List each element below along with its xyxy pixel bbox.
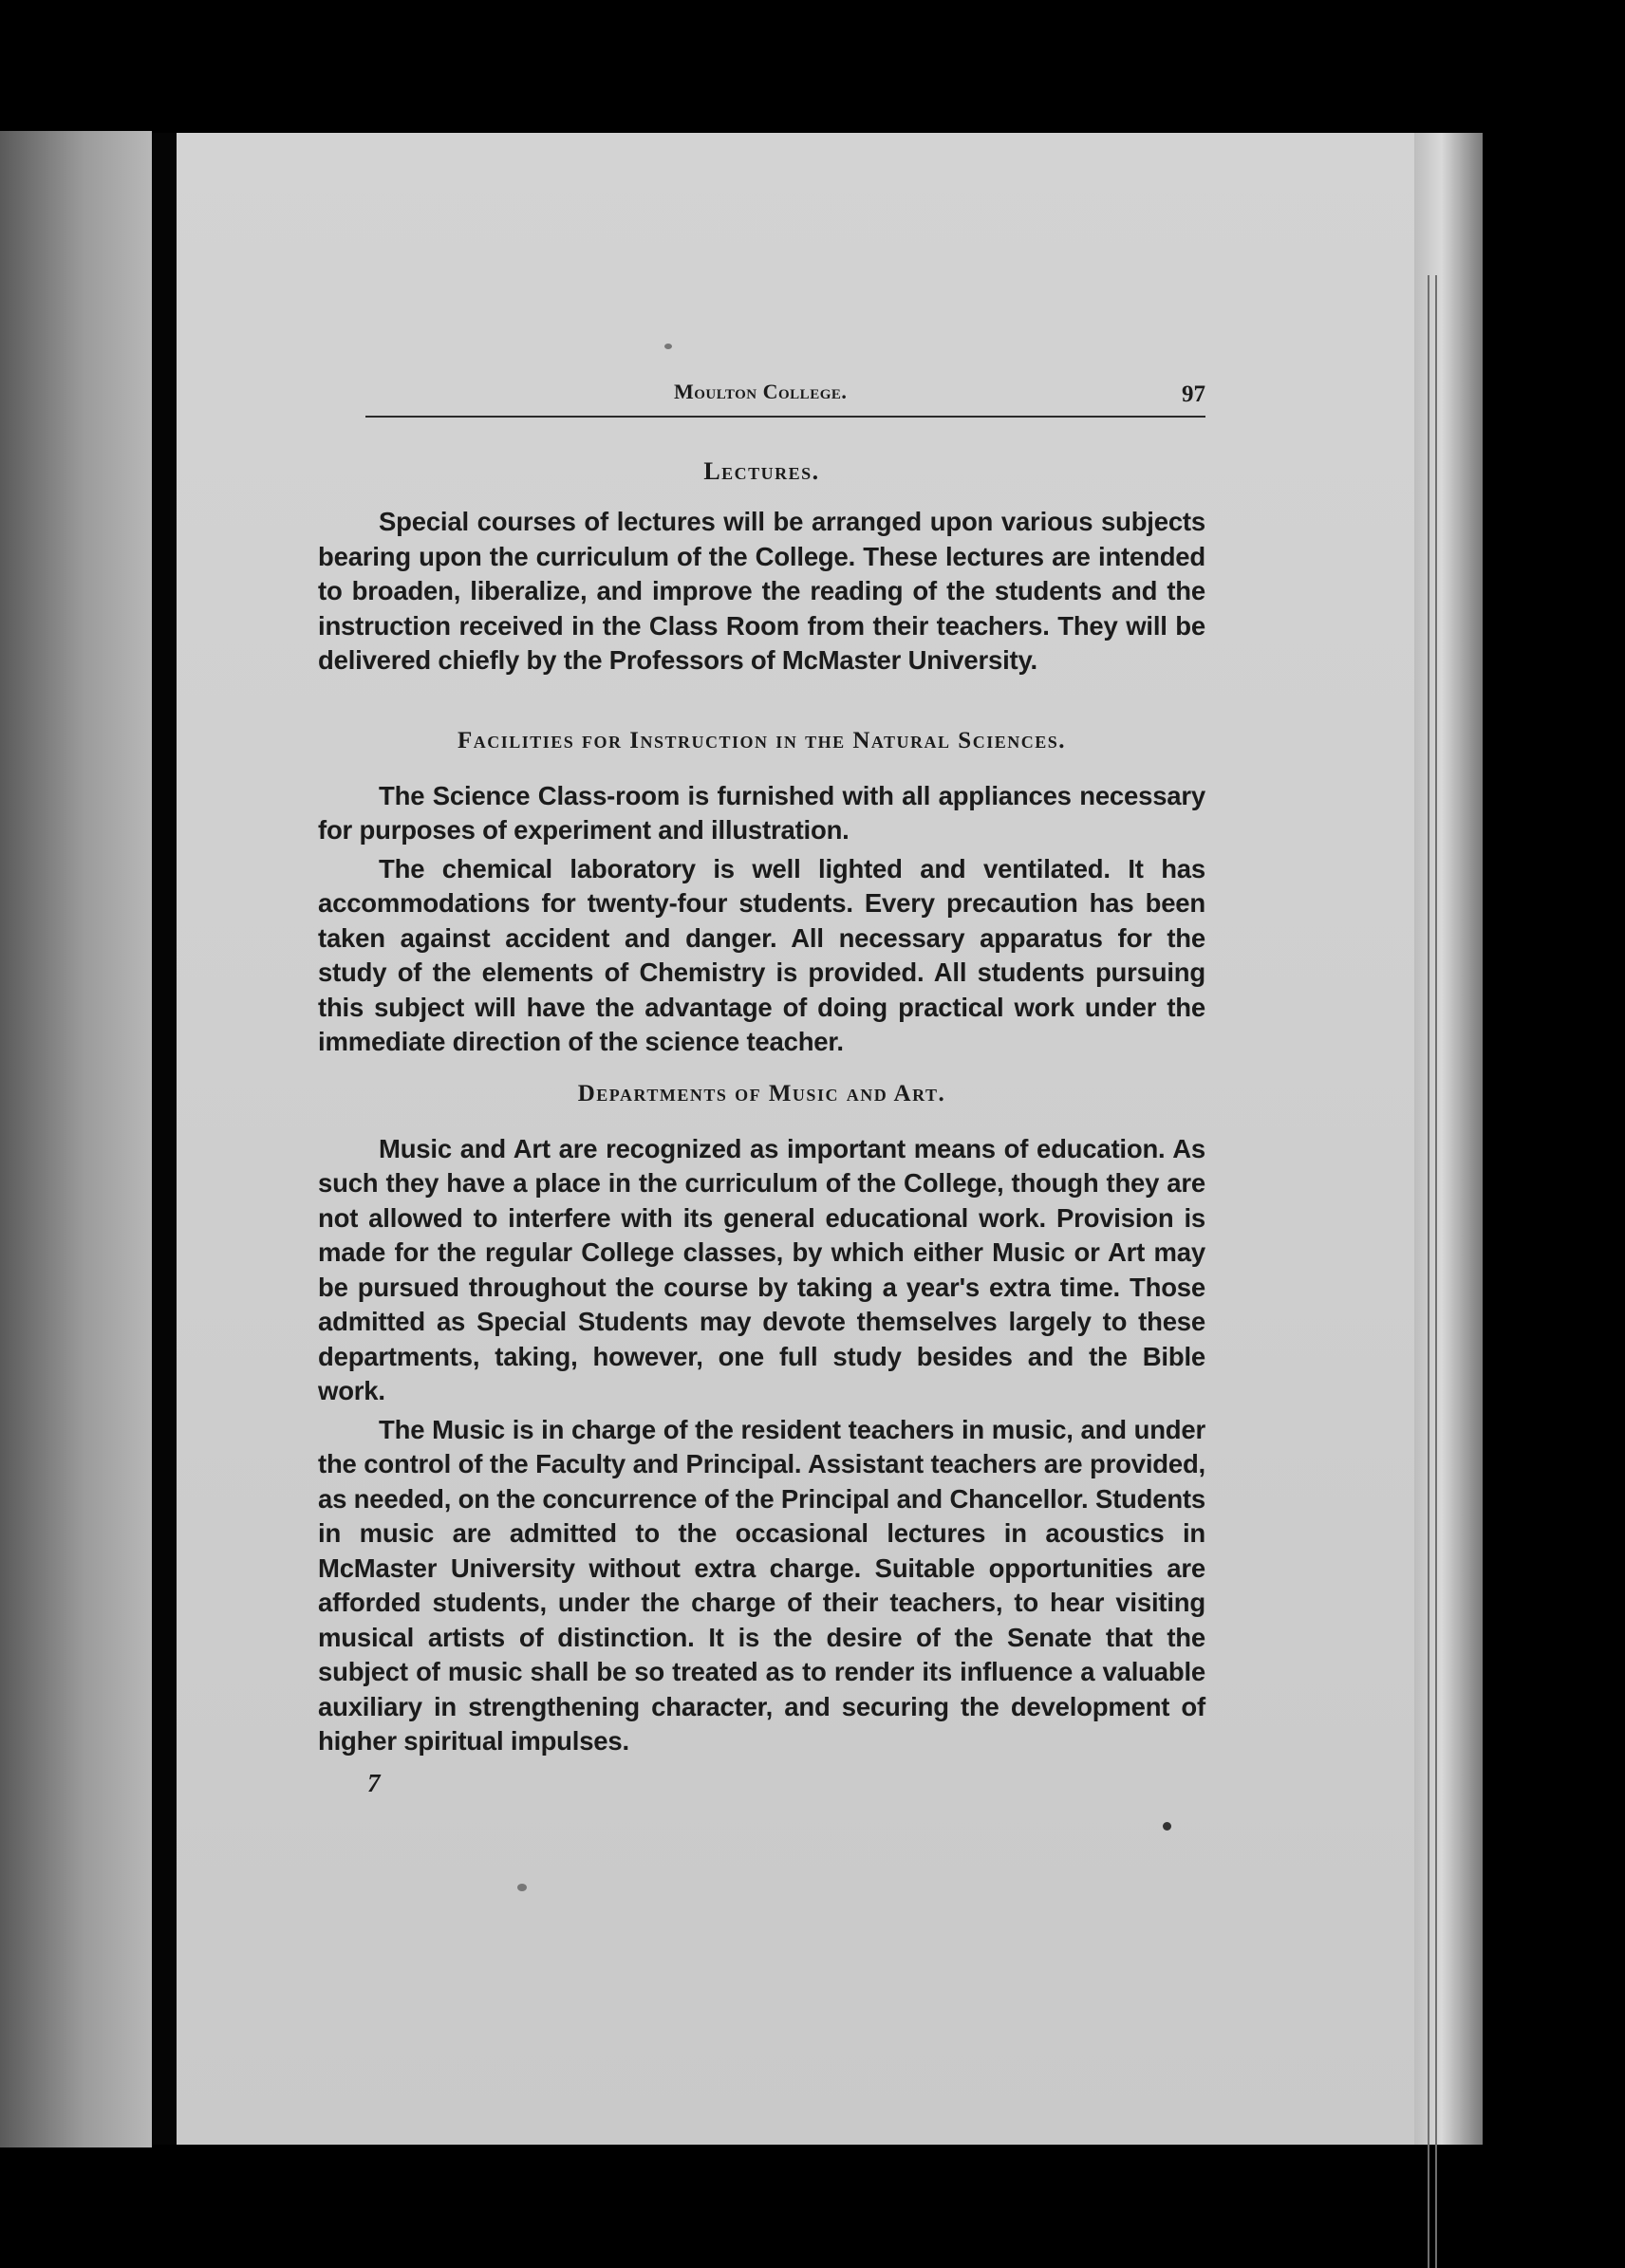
edge-line <box>1435 275 1437 2268</box>
paragraph: The chemical laboratory is well lighted and ventilated. It has accommodations for twenty-four students. Every precaution has been taken against accident and danger. All necessary apparatus for the study of the elements of Chemistry is provided. All students pursuing this subject will have the advantage of doing practical work under the immediate direction of the science teacher. <box>318 853 1205 1056</box>
facing-page-edge <box>0 131 152 2147</box>
scan-border <box>1483 133 1625 2164</box>
edge-line <box>1428 275 1429 2268</box>
page-header <box>318 342 1205 408</box>
header-rule <box>365 416 1205 418</box>
book-gutter <box>152 133 177 2145</box>
page-fore-edge <box>1414 133 1483 2145</box>
page-number: 97 <box>1182 381 1205 407</box>
section-heading: Facilities for Instruction in the Natural Sciences. <box>458 727 1066 753</box>
paragraph: The Music is in charge of the resident teachers in music, and under the control of the Faculty and Principal. Assistant teachers are provided, as needed, on the concurrence of the Principal and Chancellor. Students in music are admitted to the occasional lectures in acoustics in McMaster University without extra charge. Suitable opportunities are afforded students, under the charge of their teachers, to hear visiting musical artists of distinction. It is the desire of the Senate that the subject of music shall be so treated as to render its influence a valuable auxiliary in strengthening character, and securing the development of higher spiritual impulses. <box>318 1414 1205 1756</box>
section-heading: Lectures. <box>703 457 820 485</box>
paragraph: Music and Art are recognized as important means of education. As such they have a place in the curriculum of the College, though they are not allowed to interfere with its general educational work. Provision is made for the regular College classes, by which either Music or Art may be pursued throughout the course by taking a year's extra time. Those admitted as Special Students may devote themselves largely to these departments, taking, however, one full study besides and the Bible work. <box>318 1133 1205 1405</box>
paragraph: Special courses of lectures will be arranged upon various subjects bearing upon the curriculum of the College. These lectures are intended to broaden, liberalize, and improve the reading of the students and the instruction received in the Class Room from their teachers. They will be delivered chiefly by the Professors of McMaster University. <box>318 507 1205 675</box>
paragraph: The Science Class-room is furnished with all appliances necessary for purposes of experiment and illustration. <box>318 780 1205 845</box>
ink-speck <box>517 1884 527 1891</box>
ink-speck <box>1163 1822 1171 1831</box>
running-title: Moulton College. <box>674 380 848 403</box>
signature-mark: 7 <box>367 1768 381 1797</box>
section-heading: Departments of Music and Art. <box>577 1080 946 1106</box>
page-content <box>318 342 1205 1798</box>
